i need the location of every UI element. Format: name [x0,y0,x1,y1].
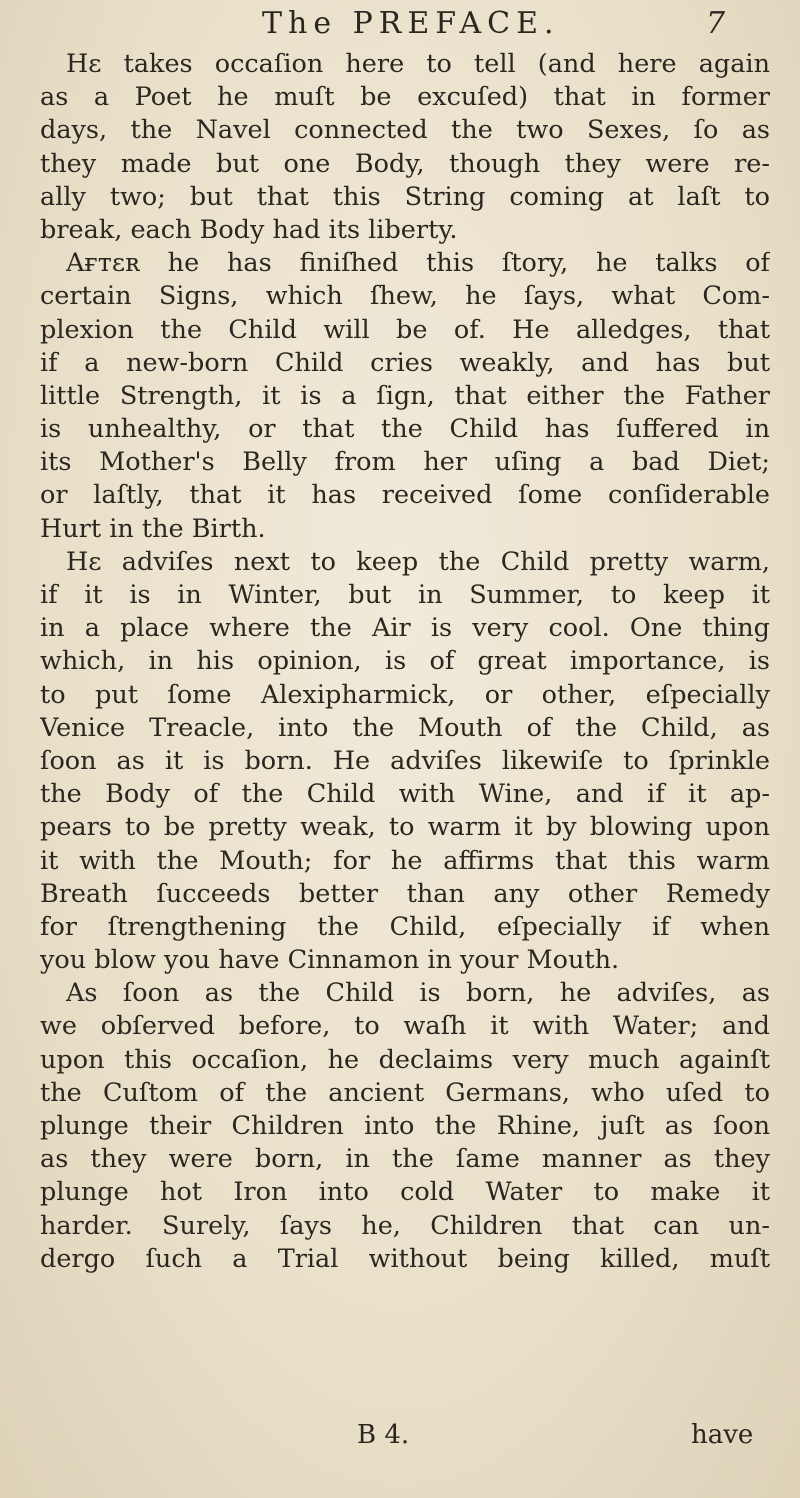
text-line: as a Poet he muſt be excuſed) that in former [40,82,770,113]
text-line: ſoon as it is born. He adviſes likewiſe to ſprinkle [40,745,770,776]
text-line: plunge their Children into the Rhine, juſt as ſoon [40,1111,770,1141]
text-line: harder. Surely, ſays he, Children that can un- [40,1210,770,1241]
text-line: Breath ſucceeds better than any other Remedy [40,878,770,909]
text-line: which, in his opinion, is of great importance, is [40,646,770,677]
text-line: plexion the Child will be of. He alledges, that [40,314,770,345]
text-line: we obſerved before, to waſh it with Water; and [40,1011,770,1042]
text-line: Hurt in the Birth. [40,513,266,544]
text-line: dergo ſuch a Trial without being killed, muſt [40,1243,770,1274]
text-line: to put ſome Alexipharmick, or other, eſpecially [40,679,770,710]
text-line: Hɛ adviſes next to keep the Child pretty warm, [66,546,770,577]
text-line: or laſtly, that it has received ſome conſiderable [40,480,770,511]
text-line: the Body of the Child with Wine, and if it ap- [40,779,770,810]
text-line: the Cuſtom of the ancient Germans, who uſed to [40,1077,770,1108]
catchword: have [691,1420,754,1450]
text-line: Aғтɛʀ he has finiſhed this ſtory, he talks of [66,248,770,279]
text-line: break, each Body had its liberty. [40,214,458,245]
text-line: As ſoon as the Child is born, he adviſes, as [66,978,770,1009]
page-number: 7 [706,6,726,41]
text-line: days, the Navel connected the two Sexes, ſo as [40,115,770,146]
text-line: its Mother's Belly from her uſing a bad Diet; [40,447,770,478]
running-head: The PREFACE. [262,6,560,41]
text-line: you blow you have Cinnamon in your Mouth. [40,945,620,976]
page-header [0,6,800,46]
text-line: it with the Mouth; for he affirms that this warm [40,845,770,876]
text-line: upon this occaſion, he declaims very much againſt [40,1044,770,1075]
text-line: ally two; but that this String coming at laſt to [40,181,770,212]
text-line: little Strength, it is a ſign, that either the Father [40,380,770,411]
text-line: is unhealthy, or that the Child has ſuffered in [40,414,770,445]
text-line: they made but one Body, though they were re- [40,148,770,179]
text-line: as they were born, in the ſame manner as they [40,1144,770,1175]
text-line: Venice Treacle, into the Mouth of the Child, as [40,712,770,743]
body-text [40,48,770,1276]
text-line: plunge hot Iron into cold Water to make it [40,1177,770,1208]
text-line: in a place where the Air is very cool. One thing [40,613,770,644]
signature-mark: B 4. [357,1420,410,1450]
page-footer [0,1420,800,1460]
text-line: if a new-born Child cries weakly, and has but [40,347,770,378]
text-line: Hɛ takes occaſion here to tell (and here again [66,49,770,79]
text-line: if it is in Winter, but in Summer, to keep it [40,580,770,610]
text-line: pears to be pretty weak, to warm it by blowing upon [40,812,770,843]
text-line: certain Signs, which ſhew, he ſays, what Com- [40,281,770,312]
text-line: for ſtrengthening the Child, eſpecially if when [40,911,770,942]
